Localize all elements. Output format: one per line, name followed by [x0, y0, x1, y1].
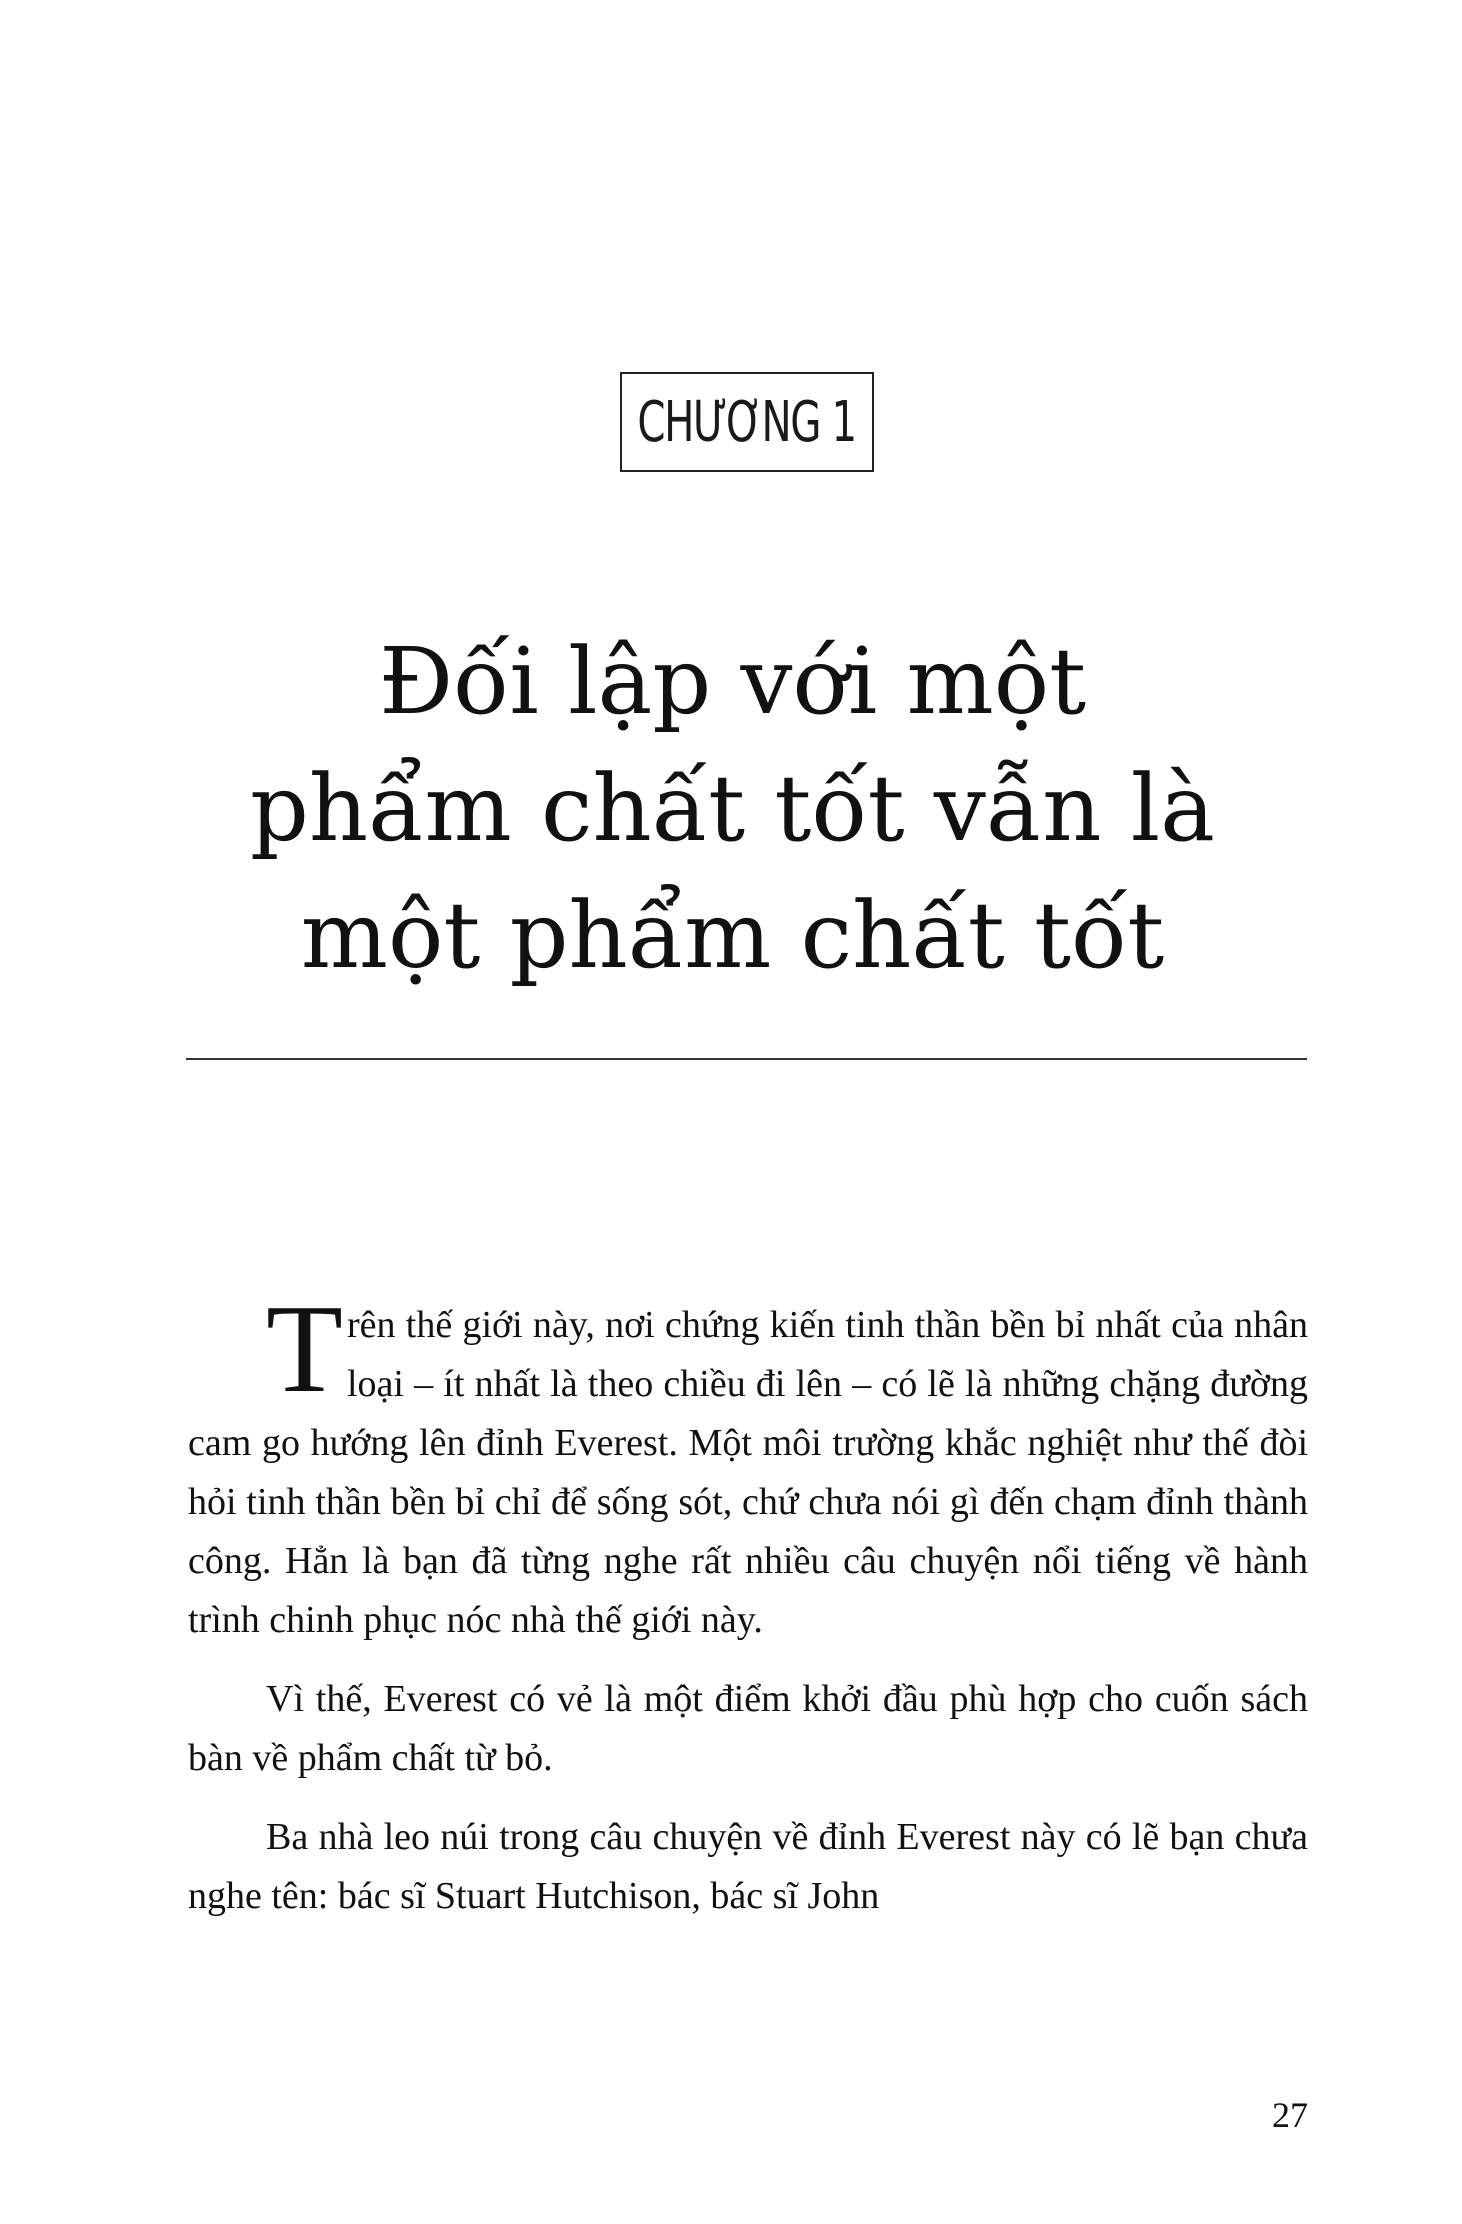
paragraph-2: Vì thế, Everest có vẻ là một điểm khởi đầu phù hợp cho cuốn sách bàn về phẩm chất từ bỏ.	[188, 1678, 1308, 1779]
chapter-title	[150, 618, 1315, 999]
chapter-title-line-3: một phẩm chất tốt	[300, 882, 1165, 989]
paragraph-1-text: rên thế giới này, nơi chứng kiến tinh thần bền bỉ nhất của nhân loại – ít nhất là theo chiều đi lên – có lẽ là những chặng đường cam go hướng lên đỉnh Everest. Một môi trường khắc nghiệt như thế đòi hỏi tinh thần bền bỉ chỉ để sống sót, chứ chưa nói gì đến chạm đỉnh thành công. Hẳn là bạn đã từng nghe rất nhiều câu chuyện nổi tiếng về hành trình chinh phục nóc nhà thế giới này.	[188, 1304, 1308, 1641]
drop-cap: T	[266, 1280, 343, 1419]
title-divider	[186, 1058, 1307, 1060]
chapter-label-box	[620, 372, 874, 472]
paragraph-1	[188, 1280, 1308, 1650]
paragraph-3: Ba nhà leo núi trong câu chuyện về đỉnh Everest này có lẽ bạn chưa nghe tên: bác sĩ Stuart Hutchison, bác sĩ John	[188, 1816, 1308, 1917]
body-text	[188, 1280, 1308, 1946]
chapter-title-line-1: Đối lập với một	[378, 628, 1087, 735]
chapter-label: CHƯƠNG 1	[637, 389, 857, 455]
chapter-title-line-2: phẩm chất tốt vẫn là	[250, 755, 1215, 862]
page-number: 27	[1272, 2095, 1308, 2135]
